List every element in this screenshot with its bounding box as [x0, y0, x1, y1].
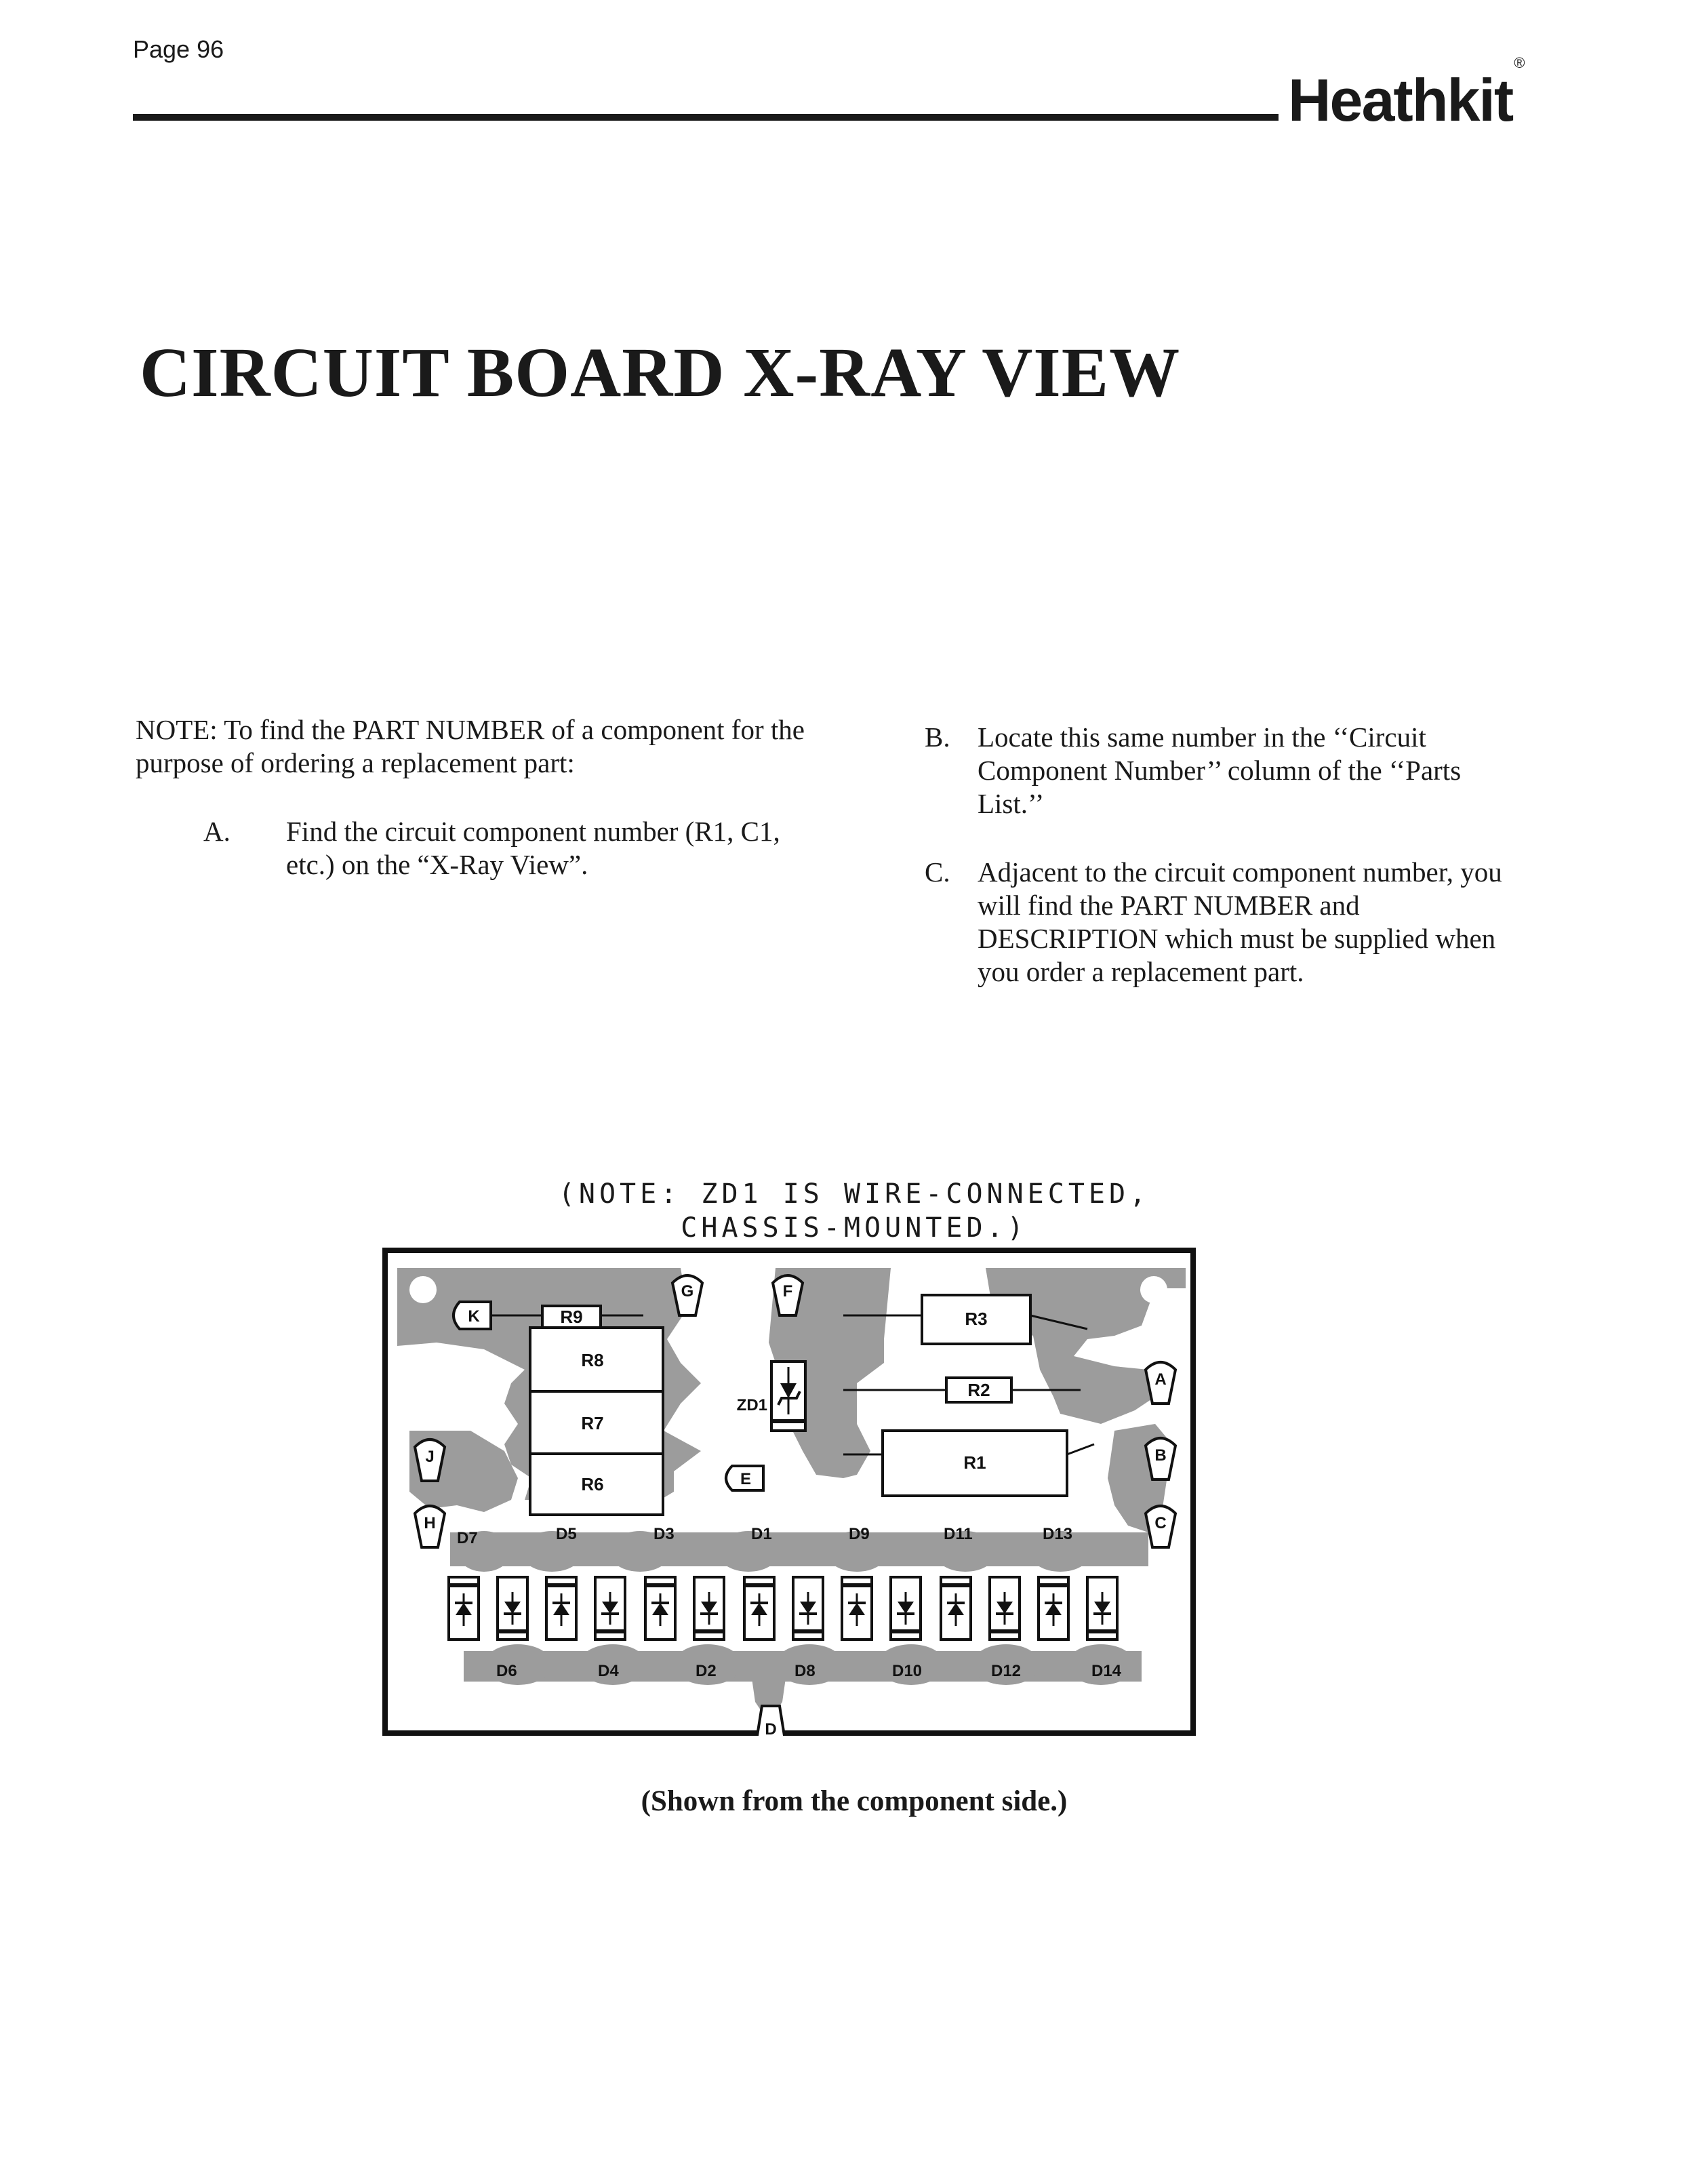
resistor-label: R8	[581, 1350, 604, 1370]
terminal-b	[1146, 1438, 1175, 1480]
terminal-label: K	[468, 1307, 480, 1326]
terminal-d	[757, 1706, 785, 1736]
diode-label-d12: D12	[991, 1662, 1022, 1680]
note-item-letter: B.	[925, 721, 950, 753]
diode-d2-body	[694, 1577, 724, 1640]
note-item-text: Adjacent to the circuit component number, you will find the PART NUMBER and DESCRIPTION which must be supplied when you order a replacement part.	[978, 856, 1502, 987]
terminal-label: A	[1154, 1370, 1167, 1389]
diode-d6-body	[498, 1577, 527, 1640]
board-note	[380, 1177, 1329, 1245]
terminal-label: C	[1154, 1514, 1167, 1532]
resistor-label: R2	[967, 1380, 990, 1400]
brand-logo	[1288, 54, 1524, 134]
terminal-g	[672, 1275, 702, 1315]
brand-name: Heathkit	[1288, 66, 1513, 134]
diode-d14-body	[1087, 1577, 1117, 1640]
note-item-text: Find the circuit component number (R1, C1, etc.) on the “X-Ray View”.	[286, 816, 780, 880]
mounting-hole	[409, 1276, 437, 1303]
registered-mark: ®	[1514, 54, 1524, 71]
diode-d12-body	[990, 1577, 1020, 1640]
terminal-label: J	[425, 1448, 435, 1466]
resistor-label: R7	[581, 1413, 604, 1433]
terminal-label: G	[681, 1282, 694, 1301]
diagram-caption: (Shown from the component side.)	[641, 1785, 1068, 1817]
terminal-label: B	[1154, 1446, 1167, 1465]
resistor-label: R6	[581, 1474, 604, 1494]
diode-label-d3: D3	[653, 1525, 675, 1543]
terminal-j	[415, 1440, 445, 1481]
board-note-line-1: (NOTE: ZD1 IS WIRE-CONNECTED,	[558, 1178, 1150, 1210]
terminal-c	[1146, 1506, 1175, 1547]
diode-label-d9: D9	[849, 1525, 870, 1543]
terminal-label: H	[424, 1514, 436, 1532]
page-title: CIRCUIT BOARD X-RAY VIEW	[140, 334, 1181, 412]
diode-d9-body	[842, 1577, 872, 1640]
resistor-r9	[542, 1306, 601, 1328]
note-item-letter: C.	[925, 856, 950, 888]
diode-d13-body	[1039, 1577, 1068, 1640]
note-item-letter: A.	[203, 816, 230, 847]
page-number: Page 96	[133, 35, 224, 63]
diode-label-d5: D5	[556, 1525, 577, 1543]
terminal-label: F	[782, 1282, 793, 1301]
diode-d1-body	[744, 1577, 774, 1640]
resistor-label: R9	[560, 1307, 583, 1327]
mounting-hole	[1140, 1276, 1167, 1303]
terminal-label: D	[765, 1720, 777, 1736]
diode-label-d7: D7	[457, 1529, 478, 1547]
note-lead: NOTE: To find the PART NUMBER of a component for the purpose of ordering a replacement part:	[136, 714, 805, 778]
diode-label-d2: D2	[696, 1662, 717, 1680]
note-item-text: Locate this same number in the ‘‘Circuit Component Number’’ column of the ‘‘Parts List.’’	[978, 721, 1462, 819]
diode-label-d4: D4	[598, 1662, 619, 1680]
resistor-r1	[883, 1431, 1067, 1496]
resistor-r3	[922, 1295, 1030, 1344]
diode-d8-body	[793, 1577, 823, 1640]
diode-d10-body	[891, 1577, 921, 1640]
resistor-label: R3	[965, 1309, 988, 1329]
diode-label-d8: D8	[794, 1662, 816, 1680]
resistor-label: R1	[963, 1452, 986, 1473]
terminal-e	[726, 1466, 763, 1490]
header-rule	[133, 114, 1279, 121]
diode-label-d13: D13	[1043, 1525, 1073, 1543]
terminal-f	[773, 1275, 803, 1315]
diode-d7-body	[449, 1577, 479, 1640]
diode-label-d14: D14	[1091, 1662, 1122, 1680]
diode-label-d11: D11	[944, 1525, 973, 1543]
circuit-board-diagram	[382, 1248, 1196, 1736]
terminal-label: E	[740, 1470, 752, 1488]
terminal-h	[415, 1506, 445, 1547]
diode-label-d1: D1	[751, 1525, 772, 1543]
zener-label: ZD1	[736, 1396, 767, 1414]
resistor-r7	[530, 1391, 663, 1454]
resistor-r2	[946, 1378, 1011, 1402]
diode-d3-body	[645, 1577, 675, 1640]
diode-d4-body	[595, 1577, 625, 1640]
terminal-a	[1146, 1362, 1175, 1404]
diode-d11-body	[941, 1577, 971, 1640]
board-note-line-2: CHASSIS-MOUNTED.)	[681, 1212, 1028, 1244]
resistor-r6	[530, 1454, 663, 1515]
diode-d5-body	[546, 1577, 576, 1640]
diode-label-d6: D6	[496, 1662, 517, 1680]
terminal-k	[454, 1302, 491, 1329]
diode-label-d10: D10	[892, 1662, 923, 1680]
resistor-r8	[530, 1328, 663, 1391]
